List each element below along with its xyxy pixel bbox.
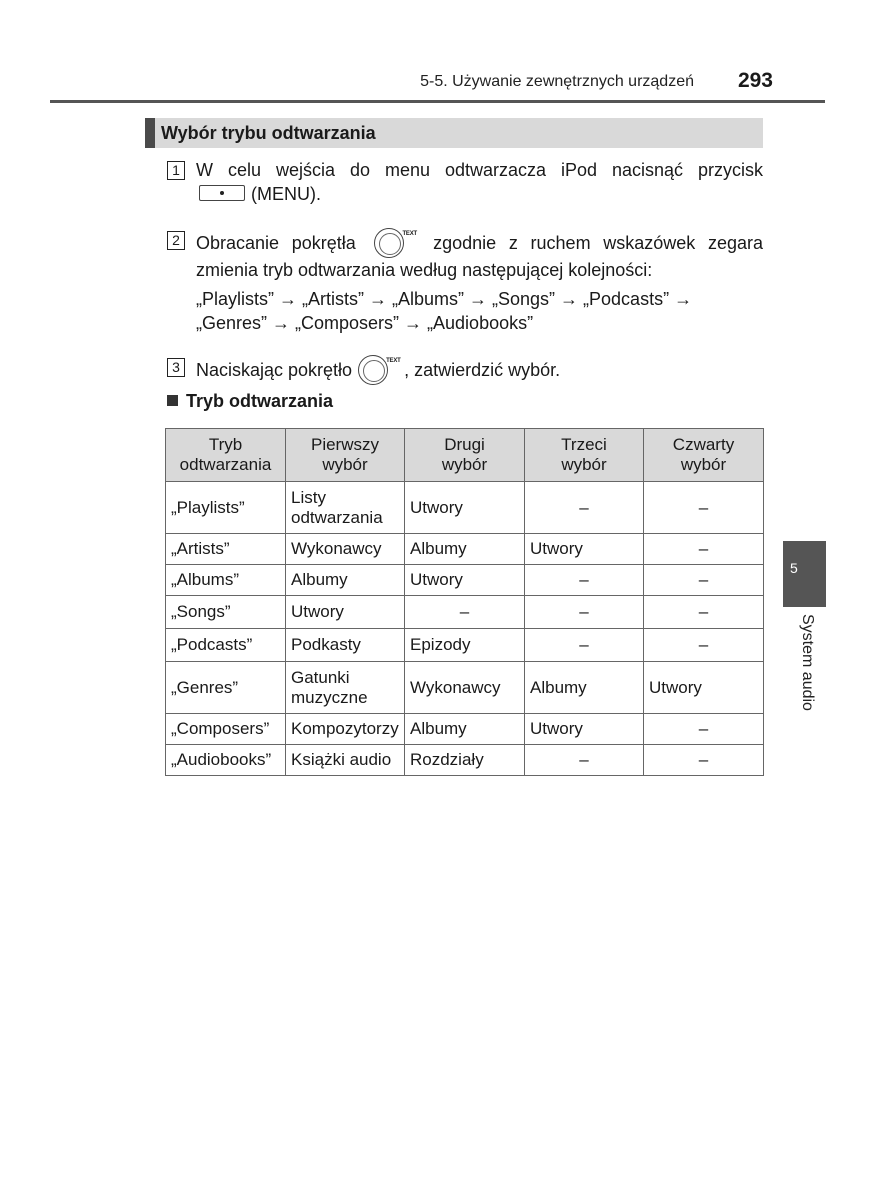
cell-mode: „Songs” [166,596,286,629]
mode-sequence-line-2: „Genres” → „Composers” → „Audiobooks” [196,313,534,333]
cell-first: Listy odtwarzania [286,482,405,534]
page-number: 293 [737,69,773,92]
header-mode: Tryb odtwarzania [166,429,286,482]
step-number: 1 [167,161,185,180]
cell-second: Epizody [405,629,525,662]
table-row [166,714,764,745]
section-accent [145,118,155,148]
cell-mode: „Audiobooks” [166,745,286,776]
cell-mode: „Composers” [166,714,286,745]
cell-third: – [525,596,644,629]
header-fourth: Czwarty wybór [644,429,764,482]
cell-first: Gatunki muzyczne [286,662,405,714]
cell-fourth: – [644,745,764,776]
section-heading-bar [145,118,763,148]
step-number: 2 [167,231,185,250]
cell-first: Wykonawcy [286,534,405,565]
tune-knob-icon [356,355,400,385]
knob-label: TEXT [386,358,401,364]
cell-third: Utwory [525,534,644,565]
cell-second: – [405,596,525,629]
table-row [166,629,764,662]
step-text [196,355,560,385]
knob-label: TEXT [402,231,417,237]
cell-fourth: – [644,565,764,596]
cell-third: – [525,745,644,776]
cell-first: Albumy [286,565,405,596]
table-row [166,534,764,565]
section-title: Wybór trybu odtwarzania [161,123,376,143]
step-text: (MENU). [251,184,321,204]
table-row [166,745,764,776]
cell-first: Utwory [286,596,405,629]
subheading [167,391,333,412]
step-text: W celu wejścia do menu odtwarzacza iPod nacisnąć przycisk [196,160,763,180]
playback-mode-table [165,428,764,776]
cell-fourth: Utwory [644,662,764,714]
cell-second: Wykonawcy [405,662,525,714]
cell-fourth: – [644,714,764,745]
cell-mode: „Albums” [166,565,286,596]
cell-fourth: – [644,629,764,662]
table-header-row [166,429,764,482]
cell-second: Albumy [405,534,525,565]
step-text-continued [196,182,321,206]
cell-third: – [525,629,644,662]
cell-third: – [525,482,644,534]
menu-button-icon [199,185,245,201]
cell-mode: „Genres” [166,662,286,714]
header-second: Drugi wybór [405,429,525,482]
cell-second: Rozdziały [405,745,525,776]
chapter-tab-label: System audio [799,614,816,711]
mode-sequence-line-1: „Playlists” → „Artists” → „Albums” → „Songs” → „Podcasts” → [196,289,693,309]
cell-first: Podkasty [286,629,405,662]
table-row [166,565,764,596]
cell-fourth: – [644,482,764,534]
step-text-before: Naciskając pokrętło [196,360,353,380]
bullet-square-icon [167,395,178,406]
tune-knob-icon [372,228,416,258]
cell-third: Utwory [525,714,644,745]
step-number: 3 [167,358,185,377]
cell-first: Kompozytorzy [286,714,405,745]
step-text-after: , zatwierdzić wybór. [404,360,561,380]
table-row [166,596,764,629]
cell-third: – [525,565,644,596]
header-divider [50,100,825,103]
cell-second: Utwory [405,482,525,534]
chapter-title: 5-5. Używanie zewnętrznych urządzeń [420,73,694,90]
step-text-line-1 [196,228,763,258]
cell-mode: „Artists” [166,534,286,565]
subheading-text: Tryb odtwarzania [186,391,334,411]
cell-fourth: – [644,534,764,565]
table-row [166,662,764,714]
cell-third: Albumy [525,662,644,714]
chapter-tab-number: 5 [790,560,798,576]
cell-mode: „Podcasts” [166,629,286,662]
step-text: Obracanie pokrętła [196,233,356,253]
step-text-line-2: zmienia tryb odtwarzania według następującej kolejności: [196,260,653,280]
table-row [166,482,764,534]
cell-fourth: – [644,596,764,629]
cell-second: Utwory [405,565,525,596]
step-text: zgodnie z ruchem wskazówek zegara [433,233,763,253]
header-first: Pierwszy wybór [286,429,405,482]
cell-second: Albumy [405,714,525,745]
cell-first: Książki audio [286,745,405,776]
chapter-tab [783,541,826,607]
header-third: Trzeci wybór [525,429,644,482]
cell-mode: „Playlists” [166,482,286,534]
